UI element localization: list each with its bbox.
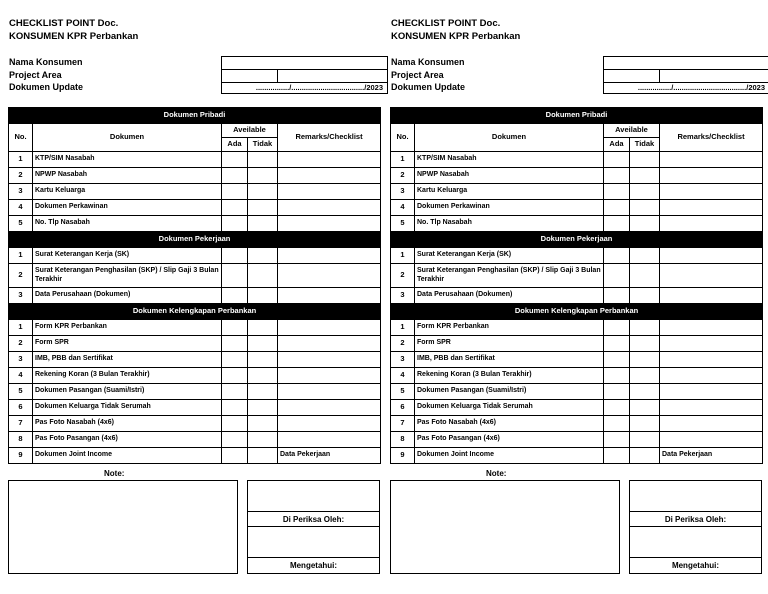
remarks-cell[interactable] <box>660 336 763 352</box>
remarks-cell[interactable] <box>660 352 763 368</box>
tidak-checkbox-cell[interactable] <box>630 352 660 368</box>
table-row <box>9 448 381 464</box>
ada-checkbox-cell[interactable] <box>222 216 248 232</box>
remarks-cell[interactable] <box>660 320 763 336</box>
remarks-cell[interactable] <box>660 384 763 400</box>
ada-checkbox-cell[interactable] <box>222 184 248 200</box>
divider <box>630 557 761 558</box>
document-name: IMB, PBB dan Sertifikat <box>33 352 222 368</box>
table-row <box>9 216 381 232</box>
remarks-cell[interactable] <box>660 248 763 264</box>
col-header-available: Aveilable <box>604 124 660 138</box>
remarks-cell[interactable] <box>660 368 763 384</box>
document-name: Rekening Koran (3 Bulan Terakhir) <box>415 368 604 384</box>
section-title: Dokumen Pekerjaan <box>391 232 763 248</box>
col-header-dokumen: Dokumen <box>415 124 604 152</box>
ada-checkbox-cell[interactable] <box>604 384 630 400</box>
row-number: 1 <box>9 320 33 336</box>
signature-box[interactable] <box>247 480 380 574</box>
col-header-dokumen: Dokumen <box>33 124 222 152</box>
document-name: Pas Foto Nasabah (4x6) <box>415 416 604 432</box>
row-number: 7 <box>391 416 415 432</box>
col-header-available: Aveilable <box>222 124 278 138</box>
tidak-checkbox-cell[interactable] <box>248 288 278 304</box>
ada-checkbox-cell[interactable] <box>222 432 248 448</box>
tidak-checkbox-cell[interactable] <box>630 288 660 304</box>
row-number: 4 <box>9 200 33 216</box>
note-box[interactable] <box>390 480 620 574</box>
ada-checkbox-cell[interactable] <box>222 168 248 184</box>
tidak-checkbox-cell[interactable] <box>630 448 660 464</box>
row-number: 1 <box>391 320 415 336</box>
document-name: Dokumen Pasangan (Suami/Istri) <box>33 384 222 400</box>
divider <box>277 69 278 82</box>
tidak-checkbox-cell[interactable] <box>630 368 660 384</box>
checked-by-label: Di Periksa Oleh: <box>282 515 345 524</box>
table-row <box>9 400 381 416</box>
remarks-cell[interactable] <box>278 384 381 400</box>
remarks-cell[interactable] <box>660 400 763 416</box>
table-row <box>391 400 763 416</box>
ada-checkbox-cell[interactable] <box>222 264 248 288</box>
table-row <box>391 184 763 200</box>
checklist-table <box>8 107 381 464</box>
row-number: 5 <box>391 384 415 400</box>
remarks-cell[interactable] <box>278 368 381 384</box>
table-row <box>391 200 763 216</box>
section-title: Dokumen Pribadi <box>391 108 763 124</box>
ada-checkbox-cell[interactable] <box>604 248 630 264</box>
remarks-cell[interactable]: Data Pekerjaan <box>660 448 763 464</box>
col-header-ada: Ada <box>222 138 248 152</box>
tidak-checkbox-cell[interactable] <box>630 320 660 336</box>
info-input-box[interactable] <box>603 56 768 94</box>
col-header-tidak: Tidak <box>630 138 660 152</box>
row-number: 2 <box>391 264 415 288</box>
remarks-cell[interactable] <box>660 168 763 184</box>
document-name: NPWP Nasabah <box>415 168 604 184</box>
remarks-cell[interactable] <box>660 200 763 216</box>
table-row <box>9 320 381 336</box>
document-name: KTP/SIM Nasabah <box>415 152 604 168</box>
document-name: Pas Foto Pasangan (4x6) <box>33 432 222 448</box>
ada-checkbox-cell[interactable] <box>222 152 248 168</box>
remarks-cell[interactable] <box>278 400 381 416</box>
tidak-checkbox-cell[interactable] <box>248 416 278 432</box>
remarks-cell[interactable] <box>660 264 763 288</box>
table-row <box>391 320 763 336</box>
label-project-area: Project Area <box>391 69 444 80</box>
checklist-sheet-right <box>390 0 764 594</box>
table-row <box>9 248 381 264</box>
ada-checkbox-cell[interactable] <box>604 400 630 416</box>
remarks-cell[interactable] <box>278 288 381 304</box>
document-name: NPWP Nasabah <box>33 168 222 184</box>
title-line-2: KONSUMEN KPR Perbankan <box>9 31 139 42</box>
section-title: Dokumen Kelengkapan Perbankan <box>9 304 381 320</box>
document-title <box>9 17 138 43</box>
table-row <box>9 352 381 368</box>
row-number: 8 <box>391 432 415 448</box>
tidak-checkbox-cell[interactable] <box>248 216 278 232</box>
table-row <box>9 336 381 352</box>
ada-checkbox-cell[interactable] <box>604 368 630 384</box>
document-name: Kartu Keluarga <box>33 184 222 200</box>
document-name: IMB, PBB dan Sertifikat <box>415 352 604 368</box>
tidak-checkbox-cell[interactable] <box>248 184 278 200</box>
tidak-checkbox-cell[interactable] <box>248 368 278 384</box>
document-name: Surat Keterangan Kerja (SK) <box>33 248 222 264</box>
section-header-row <box>9 232 381 248</box>
ada-checkbox-cell[interactable] <box>222 416 248 432</box>
table-row <box>9 168 381 184</box>
remarks-cell[interactable] <box>660 432 763 448</box>
document-name: Dokumen Perkawinan <box>33 200 222 216</box>
document-name: Dokumen Keluarga Tidak Serumah <box>33 400 222 416</box>
ada-checkbox-cell[interactable] <box>604 336 630 352</box>
section-header-row <box>391 232 763 248</box>
document-name: Rekening Koran (3 Bulan Terakhir) <box>33 368 222 384</box>
row-number: 6 <box>9 400 33 416</box>
info-labels <box>9 56 83 94</box>
section-title: Dokumen Pekerjaan <box>9 232 381 248</box>
remarks-cell[interactable] <box>278 248 381 264</box>
document-name: Dokumen Joint Income <box>415 448 604 464</box>
document-name: Pas Foto Pasangan (4x6) <box>415 432 604 448</box>
remarks-cell[interactable] <box>278 352 381 368</box>
row-number: 5 <box>9 384 33 400</box>
table-row <box>9 432 381 448</box>
row-number: 5 <box>9 216 33 232</box>
table-row <box>9 368 381 384</box>
ada-checkbox-cell[interactable] <box>222 448 248 464</box>
tidak-checkbox-cell[interactable] <box>630 216 660 232</box>
date-field[interactable]: ................/.................................../2023 <box>637 83 765 92</box>
label-dokumen-update: Dokumen Update <box>391 82 466 92</box>
divider <box>248 557 379 558</box>
table-row <box>391 264 763 288</box>
tidak-checkbox-cell[interactable] <box>248 400 278 416</box>
ada-checkbox-cell[interactable] <box>222 352 248 368</box>
document-name: KTP/SIM Nasabah <box>33 152 222 168</box>
ada-checkbox-cell[interactable] <box>222 336 248 352</box>
tidak-checkbox-cell[interactable] <box>630 248 660 264</box>
tidak-checkbox-cell[interactable] <box>630 432 660 448</box>
ada-checkbox-cell[interactable] <box>604 200 630 216</box>
document-name: No. Tlp Nasabah <box>415 216 604 232</box>
col-header-no: No. <box>391 124 415 152</box>
row-number: 9 <box>391 448 415 464</box>
ada-checkbox-cell[interactable] <box>222 320 248 336</box>
table-row <box>391 432 763 448</box>
row-number: 2 <box>9 264 33 288</box>
note-label: Note: <box>104 469 125 478</box>
row-number: 3 <box>391 352 415 368</box>
signature-box[interactable] <box>629 480 762 574</box>
table-row <box>9 384 381 400</box>
tidak-checkbox-cell[interactable] <box>630 152 660 168</box>
label-project-area: Project Area <box>9 69 62 80</box>
remarks-cell[interactable] <box>660 216 763 232</box>
col-header-no: No. <box>9 124 33 152</box>
title-line-1: CHECKLIST POINT Doc. <box>9 18 119 29</box>
info-input-box[interactable] <box>221 56 388 94</box>
row-number: 5 <box>391 216 415 232</box>
table-row <box>391 368 763 384</box>
document-title <box>391 17 520 43</box>
row-number: 8 <box>9 432 33 448</box>
document-name: Data Perusahaan (Dokumen) <box>33 288 222 304</box>
info-labels <box>391 56 465 94</box>
column-header-row <box>391 124 763 138</box>
acknowledged-label: Mengetahui: <box>671 561 720 570</box>
ada-checkbox-cell[interactable] <box>604 152 630 168</box>
tidak-checkbox-cell[interactable] <box>630 384 660 400</box>
ada-checkbox-cell[interactable] <box>604 184 630 200</box>
tidak-checkbox-cell[interactable] <box>630 168 660 184</box>
tidak-checkbox-cell[interactable] <box>630 264 660 288</box>
note-box[interactable] <box>8 480 238 574</box>
table-row <box>9 152 381 168</box>
ada-checkbox-cell[interactable] <box>222 384 248 400</box>
remarks-cell[interactable] <box>278 264 381 288</box>
ada-checkbox-cell[interactable] <box>604 416 630 432</box>
section-title: Dokumen Pribadi <box>9 108 381 124</box>
document-name: Form SPR <box>33 336 222 352</box>
remarks-cell[interactable] <box>278 152 381 168</box>
remarks-cell[interactable] <box>660 416 763 432</box>
document-name: Surat Keterangan Penghasilan (SKP) / Slip Gaji 3 Bulan Terakhir <box>415 264 604 288</box>
table-row <box>391 168 763 184</box>
ada-checkbox-cell[interactable] <box>604 288 630 304</box>
tidak-checkbox-cell[interactable] <box>630 416 660 432</box>
row-number: 2 <box>391 168 415 184</box>
tidak-checkbox-cell[interactable] <box>248 168 278 184</box>
document-name: Surat Keterangan Kerja (SK) <box>415 248 604 264</box>
table-row <box>391 288 763 304</box>
tidak-checkbox-cell[interactable] <box>630 400 660 416</box>
label-nama-konsumen: Nama Konsumen <box>391 57 465 67</box>
row-number: 1 <box>9 152 33 168</box>
table-row <box>391 336 763 352</box>
divider <box>248 526 379 527</box>
document-name: Kartu Keluarga <box>415 184 604 200</box>
remarks-cell[interactable] <box>660 184 763 200</box>
section-header-row <box>391 108 763 124</box>
section-header-row <box>9 108 381 124</box>
document-name: Form SPR <box>415 336 604 352</box>
document-name: No. Tlp Nasabah <box>33 216 222 232</box>
row-number: 3 <box>391 184 415 200</box>
section-header-row <box>9 304 381 320</box>
remarks-cell[interactable] <box>278 168 381 184</box>
document-name: Pas Foto Nasabah (4x6) <box>33 416 222 432</box>
section-header-row <box>391 304 763 320</box>
ada-checkbox-cell[interactable] <box>222 288 248 304</box>
document-name: Dokumen Pasangan (Suami/Istri) <box>415 384 604 400</box>
divider <box>604 69 768 70</box>
checked-by-label: Di Periksa Oleh: <box>664 515 727 524</box>
col-header-tidak: Tidak <box>248 138 278 152</box>
document-name: Form KPR Perbankan <box>415 320 604 336</box>
row-number: 1 <box>391 248 415 264</box>
document-name: Dokumen Perkawinan <box>415 200 604 216</box>
remarks-cell[interactable] <box>278 216 381 232</box>
divider <box>630 526 761 527</box>
title-line-1: CHECKLIST POINT Doc. <box>391 18 501 29</box>
tidak-checkbox-cell[interactable] <box>630 336 660 352</box>
tidak-checkbox-cell[interactable] <box>630 200 660 216</box>
note-label: Note: <box>486 469 507 478</box>
row-number: 2 <box>391 336 415 352</box>
remarks-cell[interactable] <box>660 152 763 168</box>
table-row <box>391 384 763 400</box>
tidak-checkbox-cell[interactable] <box>248 152 278 168</box>
remarks-cell[interactable] <box>278 200 381 216</box>
row-number: 1 <box>391 152 415 168</box>
row-number: 9 <box>9 448 33 464</box>
table-row <box>9 264 381 288</box>
column-header-row <box>9 124 381 138</box>
remarks-cell[interactable] <box>660 288 763 304</box>
table-row <box>391 152 763 168</box>
ada-checkbox-cell[interactable] <box>604 216 630 232</box>
row-number: 6 <box>391 400 415 416</box>
ada-checkbox-cell[interactable] <box>222 200 248 216</box>
tidak-checkbox-cell[interactable] <box>248 352 278 368</box>
divider <box>222 69 387 70</box>
divider <box>659 69 660 82</box>
document-name: Form KPR Perbankan <box>33 320 222 336</box>
table-row <box>9 200 381 216</box>
row-number: 4 <box>391 200 415 216</box>
label-nama-konsumen: Nama Konsumen <box>9 57 83 67</box>
table-row <box>391 448 763 464</box>
row-number: 4 <box>9 368 33 384</box>
row-number: 3 <box>9 288 33 304</box>
remarks-cell[interactable] <box>278 184 381 200</box>
ada-checkbox-cell[interactable] <box>604 448 630 464</box>
ada-checkbox-cell[interactable] <box>604 320 630 336</box>
row-number: 3 <box>9 352 33 368</box>
ada-checkbox-cell[interactable] <box>604 432 630 448</box>
checklist-table <box>390 107 763 464</box>
tidak-checkbox-cell[interactable] <box>248 320 278 336</box>
table-row <box>391 352 763 368</box>
row-number: 3 <box>9 184 33 200</box>
table-row <box>9 416 381 432</box>
table-row <box>391 248 763 264</box>
ada-checkbox-cell[interactable] <box>604 168 630 184</box>
tidak-checkbox-cell[interactable] <box>248 264 278 288</box>
tidak-checkbox-cell[interactable] <box>248 200 278 216</box>
row-number: 4 <box>391 368 415 384</box>
remarks-cell[interactable] <box>278 320 381 336</box>
remarks-cell[interactable] <box>278 432 381 448</box>
table-row <box>9 184 381 200</box>
date-field[interactable]: ................/.................................../2023 <box>255 83 383 92</box>
table-row <box>391 216 763 232</box>
row-number: 3 <box>391 288 415 304</box>
col-header-ada: Ada <box>604 138 630 152</box>
row-number: 1 <box>9 248 33 264</box>
label-dokumen-update: Dokumen Update <box>9 82 84 92</box>
remarks-cell[interactable]: Data Pekerjaan <box>278 448 381 464</box>
section-title: Dokumen Kelengkapan Perbankan <box>391 304 763 320</box>
ada-checkbox-cell[interactable] <box>604 264 630 288</box>
tidak-checkbox-cell[interactable] <box>248 384 278 400</box>
remarks-cell[interactable] <box>278 336 381 352</box>
document-name: Dokumen Keluarga Tidak Serumah <box>415 400 604 416</box>
document-name: Dokumen Joint Income <box>33 448 222 464</box>
ada-checkbox-cell[interactable] <box>222 368 248 384</box>
tidak-checkbox-cell[interactable] <box>248 248 278 264</box>
tidak-checkbox-cell[interactable] <box>248 448 278 464</box>
ada-checkbox-cell[interactable] <box>604 352 630 368</box>
remarks-cell[interactable] <box>278 416 381 432</box>
document-name: Data Perusahaan (Dokumen) <box>415 288 604 304</box>
col-header-remarks: Remarks/Checklist <box>660 124 763 152</box>
divider <box>630 511 761 512</box>
title-line-2: KONSUMEN KPR Perbankan <box>391 31 521 42</box>
divider <box>248 511 379 512</box>
col-header-remarks: Remarks/Checklist <box>278 124 381 152</box>
tidak-checkbox-cell[interactable] <box>248 336 278 352</box>
checklist-sheet-left <box>8 0 382 594</box>
tidak-checkbox-cell[interactable] <box>248 432 278 448</box>
table-row <box>9 288 381 304</box>
tidak-checkbox-cell[interactable] <box>630 184 660 200</box>
row-number: 2 <box>9 168 33 184</box>
acknowledged-label: Mengetahui: <box>289 561 338 570</box>
ada-checkbox-cell[interactable] <box>222 400 248 416</box>
ada-checkbox-cell[interactable] <box>222 248 248 264</box>
row-number: 2 <box>9 336 33 352</box>
row-number: 7 <box>9 416 33 432</box>
document-name: Surat Keterangan Penghasilan (SKP) / Slip Gaji 3 Bulan Terakhir <box>33 264 222 288</box>
table-row <box>391 416 763 432</box>
